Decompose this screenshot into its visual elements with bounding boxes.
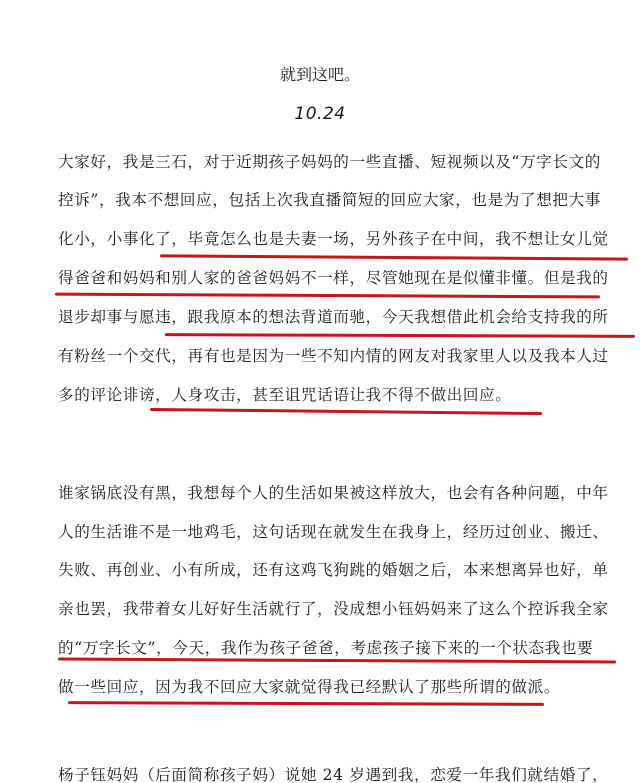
highlight-underline — [68, 701, 544, 706]
paragraph-line: 的“万字长文”，今天，我作为孩子爸爸，考虑孩子接下来的一个状态我也要 — [58, 639, 594, 657]
paragraph-line: 退步却事与愿违，跟我原本的想法背道而驰，今天我想借此机会给支持我的所 — [58, 308, 609, 326]
paragraph-line: 做一些回应，因为我不回应大家就觉得我已经默认了那些所谓的做派。 — [58, 678, 561, 696]
paragraph-line: 大家好，我是三石，对于近期孩子妈妈的一些直播、短视频以及“万字长文的 — [58, 153, 601, 171]
paragraph-line: 有粉丝一个交代，再有也是因为一些不知内情的网友对我家里人以及我本人过 — [58, 347, 609, 365]
paragraph-line: 亲也罢，我带着女儿好好生活就行了，没成想小钰妈妈来了这么个控诉我全家 — [58, 600, 609, 618]
paragraph-line: 得爸爸和妈妈和别人家的爸爸妈妈不一样，尽管她现在是似懂非懂。但是我的 — [58, 269, 609, 287]
closing-line: 就到这吧。 — [279, 65, 360, 84]
highlight-underline — [150, 408, 542, 415]
date-heading: 10.24 — [294, 104, 346, 124]
paragraph-line: 谁家锅底没有黑，我想每个人的生活如果被这样放大，也会有各种问题，中年 — [58, 484, 609, 502]
highlight-underline — [165, 333, 635, 338]
paragraph-line: 失败、再创业、小有所成，还有这鸡飞狗跳的婚姻之后，本来想离异也好，单 — [58, 561, 609, 579]
paragraph-line: 控诉”，我本不想回应，包括上次我直播简短的回应大家，也是为了想把大事 — [58, 191, 601, 209]
highlight-underline — [58, 658, 616, 664]
paragraph-line: 多的评论诽谤，人身攻击，甚至诅咒话语让我不得不做出回应。 — [58, 386, 512, 404]
paragraph-line: 杨子钰妈妈（后面简称孩子妈）说她 24 岁遇到我，恋爱一年我们就结婚了， — [58, 766, 609, 783]
highlight-underline — [55, 293, 600, 299]
paragraph-line: 人的生活谁不是一地鸡毛，这句话现在就发生在我身上，经历过创业、搬迁、 — [58, 523, 609, 541]
paragraph-line: 化小，小事化了，毕竟怎么也是夫妻一场，另外孩子在中间，我不想让女儿觉 — [58, 230, 609, 248]
highlight-underline — [160, 254, 628, 260]
